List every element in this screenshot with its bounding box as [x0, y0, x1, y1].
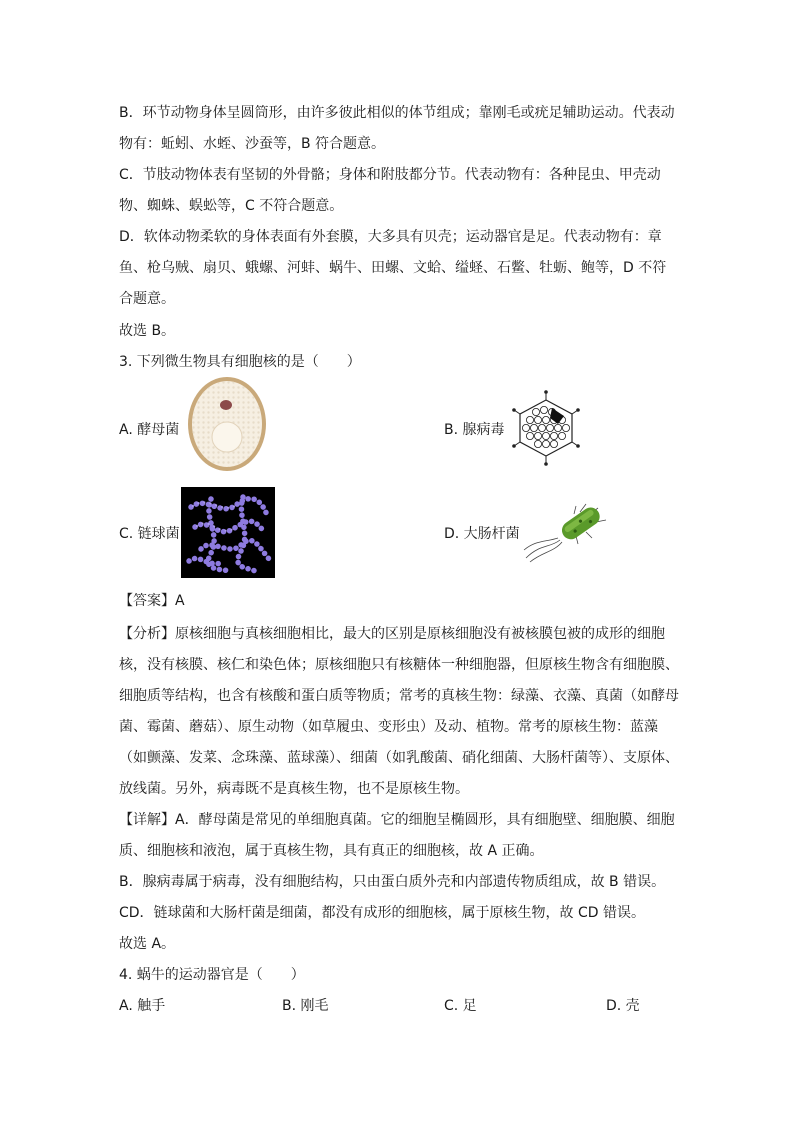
conclusion-b: 故选 B。 — [119, 323, 176, 339]
option-d-explanation: D．软体动物柔软的身体表面有外套膜，大多具有贝壳；运动器官是足。代表动物有：章鱼、枪乌贼、扇贝、蛾螺、河蚌、蜗牛、田螺、文蛤、缢蛏、石鳖、牡蛎、鲍等，D 不符合题意。 — [119, 229, 667, 307]
q3-option-d: D. 大肠杆菌 — [444, 526, 520, 542]
option-b-explanation: B．环节动物身体呈圆筒形，由许多彼此相似的体节组成；靠刚毛或疣足辅助运动。代表动物有：蚯蚓、水蛭、沙蚕等，B 符合题意。 — [119, 105, 675, 152]
detail-b-line: B．腺病毒属于病毒，没有细胞结构，只由蛋白质外壳和内部遗传物质组成，故 B 错误。 — [119, 874, 666, 890]
detail-a-paragraph: 【详解】A．酵母菌是常见的单细胞真菌。它的细胞呈椭圆形，具有细胞壁、细胞膜、细胞质、细胞核和液泡，属于真核生物，具有真正的细胞核，故 A 正确。 — [119, 812, 675, 859]
adenovirus-illustration — [508, 390, 584, 466]
detail-cd-line: CD．链球菌和大肠杆菌是细菌，都没有成形的细胞核，属于原核生物，故 CD 错误。 — [119, 905, 646, 921]
q3-option-a: A. 酵母菌 — [119, 422, 180, 438]
option-c-explanation: C．节肢动物体表有坚韧的外骨骼；身体和附肢都分节。代表动物有：各种昆虫、甲壳动物、蜘蛛、蜈蚣等，C 不符合题意。 — [119, 167, 661, 214]
analysis-paragraph: 【分析】原核细胞与真核细胞相比，最大的区别是原核细胞没有被核膜包被的成形的细胞核，没有核膜、核仁和染色体；原核细胞只有核糖体一种细胞器，但原核生物含有细胞膜、细胞质等结构，也含有核酸和蛋白质等物质；常考的真核生物：绿藻、衣藻、真菌（如酵母菌、霉菌、蘑菇）、原生动物（如草履虫、变形虫）及动、植物。常考的原核生物：蓝藻（如颤藻、发菜、念珠藻、蓝球藻）、细菌（如乳酸菌、硝化细菌、大肠杆菌等）、支原体、放线菌。另外，病毒既不是真核生物，也不是原核生物。 — [119, 626, 679, 797]
q4-option-b: B. 刚毛 — [282, 998, 329, 1014]
q3-option-c: C. 链球菌 — [119, 526, 180, 542]
conclusion-a: 故选 A。 — [119, 936, 176, 952]
q3-option-b: B. 腺病毒 — [444, 422, 505, 438]
q4-option-c: C. 足 — [444, 998, 477, 1014]
q4-option-d: D. 壳 — [606, 998, 640, 1014]
answer-line: 【答案】A — [119, 593, 185, 609]
streptococcus-micrograph — [181, 487, 275, 578]
yeast-cell-illustration — [186, 375, 268, 473]
e-coli-illustration — [520, 500, 612, 564]
question-3-stem: 3. 下列微生物具有细胞核的是（ ） — [119, 354, 361, 370]
q4-option-a: A. 触手 — [119, 998, 166, 1014]
question-4-stem: 4. 蜗牛的运动器官是（ ） — [119, 967, 305, 983]
